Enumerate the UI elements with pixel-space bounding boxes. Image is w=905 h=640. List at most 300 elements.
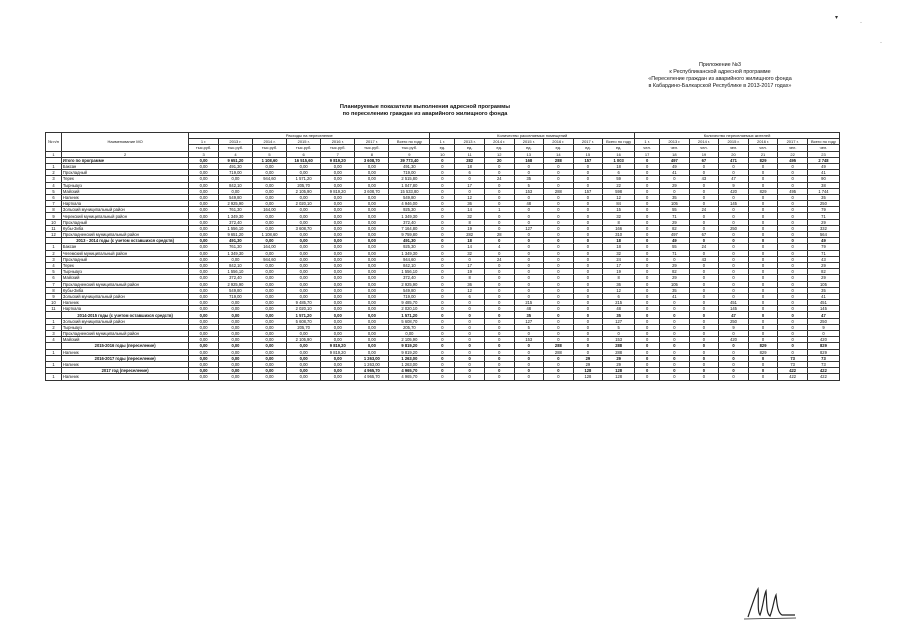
municipality-name: 2016-2017 годы (переселение) [61, 355, 188, 361]
table-cell: 0,00 [189, 176, 219, 182]
table-cell: 0 [544, 287, 574, 293]
table-cell: 0 [778, 256, 808, 262]
table-cell: 310 [603, 232, 635, 238]
table-cell: 0 [455, 318, 485, 324]
table-cell: 0 [748, 170, 778, 176]
table-cell: 0 [748, 256, 778, 262]
table-cell: 1 047,80 [389, 182, 430, 188]
table-cell: 0 [430, 306, 455, 312]
table-cell: 0,00 [252, 213, 286, 219]
table-cell: 0,00 [355, 306, 389, 312]
table-cell: 0 [484, 306, 514, 312]
table-cell: 48 [514, 306, 544, 312]
table-cell: 105 [660, 281, 690, 287]
header-unit: чел. [778, 145, 808, 151]
table-cell: 0,00 [252, 194, 286, 200]
table-cell: 41 [807, 293, 839, 299]
table-cell: 0 [748, 244, 778, 250]
table-cell: 0 [544, 300, 574, 306]
table-cell: 1 349,30 [389, 250, 430, 256]
table-cell: 250 [807, 318, 839, 324]
table-cell: 29 [660, 275, 690, 281]
table-cell: 0 [689, 262, 719, 268]
table-cell: 0 [603, 331, 635, 337]
municipality-name: Нальчик [61, 361, 188, 367]
table-cell: 1 108,60 [252, 157, 286, 163]
header-column-index: 14 [544, 151, 574, 157]
table-cell: 0,00 [321, 250, 355, 256]
header-column-index: 13 [514, 151, 544, 157]
table-cell: 0 [514, 207, 544, 213]
table-cell: 0 [689, 281, 719, 287]
table-cell: 944,60 [252, 176, 286, 182]
table-cell: 0,00 [252, 337, 286, 343]
table-cell: 0 [660, 343, 690, 349]
table-cell: 0 [484, 269, 514, 275]
table-cell: 0 [748, 225, 778, 231]
table-cell: 0 [635, 207, 660, 213]
table-cell: 422 [778, 374, 808, 380]
table-cell: 19 [603, 269, 635, 275]
header-year: 2016 г. [321, 139, 355, 145]
table-cell: 0 [430, 331, 455, 337]
table-cell: 29 [660, 182, 690, 188]
table-cell: 0,00 [287, 281, 321, 287]
table-cell: 0 [660, 318, 690, 324]
table-cell: 842,10 [218, 262, 252, 268]
table-cell: 0 [778, 176, 808, 182]
table-cell: 0,00 [321, 293, 355, 299]
table-cell: 0 [635, 170, 660, 176]
table-cell: 250 [807, 201, 839, 207]
table-cell: 0 [719, 331, 749, 337]
table-cell: 0,00 [218, 256, 252, 262]
table-cell: 0,00 [321, 355, 355, 361]
table-cell: 0 [484, 225, 514, 231]
table-cell: 0 [778, 262, 808, 268]
table-cell: 9 819,20 [389, 343, 430, 349]
table-cell: 0,00 [252, 219, 286, 225]
row-number: 6 [46, 194, 62, 200]
table-cell: 1 263,00 [389, 361, 430, 367]
table-cell: 0 [778, 337, 808, 343]
table-cell: 3 608,70 [355, 188, 389, 194]
table-cell: 0,00 [287, 207, 321, 213]
table-cell: 0 [484, 194, 514, 200]
table-cell: 0 [660, 349, 690, 355]
table-cell: 0,00 [189, 238, 219, 244]
table-cell: 925,30 [389, 207, 430, 213]
header-unit: тыс.руб. [252, 145, 286, 151]
table-cell: 0,00 [252, 374, 286, 380]
table-cell: 0 [748, 355, 778, 361]
table-cell: 0,00 [189, 232, 219, 238]
table-cell: 0 [635, 262, 660, 268]
header-column-index: 7 [321, 151, 355, 157]
table-cell: 1 108,60 [252, 232, 286, 238]
signature-icon [740, 585, 800, 625]
table-cell: 18 [603, 238, 635, 244]
table-cell: 0,00 [321, 337, 355, 343]
table-cell: 164,00 [252, 207, 286, 213]
header-unit: ед. [603, 145, 635, 151]
table-cell: 73 [778, 361, 808, 367]
table-cell: 2 748 [807, 157, 839, 163]
header-column-index: 5 [252, 151, 286, 157]
table-cell: 0 [719, 194, 749, 200]
table-cell: 0 [748, 337, 778, 343]
header-year: 2017 г. [573, 139, 603, 145]
table-cell: 0 [635, 312, 660, 318]
row-number: 1 [46, 244, 62, 250]
table-cell: 145 [807, 306, 839, 312]
header-year: 2013 г. [455, 139, 485, 145]
table-cell: 0 [573, 318, 603, 324]
table-cell: 0 [748, 232, 778, 238]
table-cell: 0,00 [252, 163, 286, 169]
table-cell: 0,00 [321, 232, 355, 238]
table-cell: 761,30 [218, 207, 252, 213]
table-cell: 0 [778, 275, 808, 281]
table-cell: 0,00 [355, 324, 389, 330]
row-number: 4 [46, 262, 62, 268]
table-cell: 215 [514, 300, 544, 306]
table-cell: 0,00 [321, 194, 355, 200]
municipality-name: Баксан [61, 244, 188, 250]
row-number: 3 [46, 331, 62, 337]
table-cell: 0 [689, 194, 719, 200]
table-cell: 0 [430, 170, 455, 176]
table-cell: 288 [544, 343, 574, 349]
table-cell: 0,00 [189, 343, 219, 349]
table-cell: 0 [573, 256, 603, 262]
table-cell: 288 [544, 157, 574, 163]
table-cell: 549,80 [389, 194, 430, 200]
table-cell: 15 533,80 [389, 188, 430, 194]
header-column-index: 10 [430, 151, 455, 157]
row-number: 9 [46, 293, 62, 299]
table-cell: 5 [514, 324, 544, 330]
table-cell: 0,00 [189, 293, 219, 299]
table-cell: 0,00 [189, 281, 219, 287]
table-cell: 0 [719, 269, 749, 275]
table-cell: 0 [778, 182, 808, 188]
table-cell: 0,00 [189, 318, 219, 324]
table-cell: 0 [484, 250, 514, 256]
table-cell: 2 105,90 [389, 337, 430, 343]
table-cell: 0 [689, 170, 719, 176]
table-cell: 0 [573, 287, 603, 293]
table-cell: 0,00 [189, 250, 219, 256]
table-cell: 0 [573, 194, 603, 200]
table-cell: 2 105,90 [287, 188, 321, 194]
table-cell: 0 [660, 331, 690, 337]
header-expenses: Расходы на переселение [189, 133, 430, 139]
table-cell: 0,00 [189, 306, 219, 312]
table-cell: 0 [573, 262, 603, 268]
table-cell: 829 [807, 343, 839, 349]
table-cell: 0,00 [189, 157, 219, 163]
table-cell: 0,00 [355, 232, 389, 238]
municipality-name: Тырныауз [61, 182, 188, 188]
table-cell: 0 [484, 337, 514, 343]
table-cell: 9 [719, 182, 749, 188]
municipality-name: Баксан [61, 163, 188, 169]
table-cell: 127 [514, 225, 544, 231]
municipality-name: Зольский муниципальный район [61, 207, 188, 213]
table-cell: 0,00 [321, 324, 355, 330]
table-cell: 372,40 [218, 275, 252, 281]
table-cell: 0 [544, 269, 574, 275]
table-cell: 0 [484, 287, 514, 293]
table-cell: 0,00 [189, 361, 219, 367]
table-header [46, 133, 840, 158]
table-cell: 0 [484, 188, 514, 194]
table-cell: 28 [484, 232, 514, 238]
table-cell: 0,00 [189, 331, 219, 337]
table-cell: 0 [573, 337, 603, 343]
header-column-index: 23 [807, 151, 839, 157]
table-cell: 0,00 [287, 194, 321, 200]
table-cell: 0,00 [355, 163, 389, 169]
header-unit: тыс.руб. [389, 145, 430, 151]
table-cell: 36 [455, 281, 485, 287]
table-cell: 0 [660, 361, 690, 367]
table-cell: 9 759,80 [389, 232, 430, 238]
table-cell: 0,00 [287, 262, 321, 268]
table-cell: 495 [778, 188, 808, 194]
table-cell: 0,00 [252, 324, 286, 330]
table-cell: 0,00 [355, 213, 389, 219]
table-cell: 0,00 [189, 269, 219, 275]
table-cell: 0 [430, 368, 455, 374]
appendix-line: Приложение №3 [699, 62, 741, 68]
table-cell: 0 [778, 343, 808, 349]
table-cell: 0,00 [321, 318, 355, 324]
row-number: 1 [46, 374, 62, 380]
row-number: 3 [46, 176, 62, 182]
header-unit: ед. [430, 145, 455, 151]
table-cell: 5 [603, 324, 635, 330]
table-cell: 0,00 [218, 355, 252, 361]
header-persons: Количество переселяемых жителей [635, 133, 840, 139]
header-year: 2014 г. [689, 139, 719, 145]
header-column-index: 20 [719, 151, 749, 157]
municipality-name: Майский [61, 188, 188, 194]
table-cell: 0,00 [252, 287, 286, 293]
table-cell: 0 [430, 312, 455, 318]
table-cell: 0,00 [252, 201, 286, 207]
table-cell: 0 [660, 300, 690, 306]
table-cell: 48 [514, 201, 544, 207]
table-cell: 0 [430, 361, 455, 367]
table-cell: 0 [689, 213, 719, 219]
row-number: 11 [46, 225, 62, 231]
row-number: 8 [46, 287, 62, 293]
table-cell: 1 556,10 [389, 269, 430, 275]
table-cell: 0,00 [321, 331, 355, 337]
table-cell: 0 [573, 201, 603, 207]
row-number: 2 [46, 250, 62, 256]
table-cell: 0 [635, 331, 660, 337]
table-cell: 0 [573, 275, 603, 281]
table-cell: 35 [514, 312, 544, 318]
table-cell: 0 [778, 324, 808, 330]
table-cell: 944,60 [252, 256, 286, 262]
table-cell: 0,00 [321, 361, 355, 367]
table-cell: 0 [778, 225, 808, 231]
scan-mark: · [880, 40, 882, 46]
table-cell: 29 [807, 219, 839, 225]
header-unit: ед. [455, 145, 485, 151]
table-cell: 0 [689, 349, 719, 355]
table-cell: 0 [484, 293, 514, 299]
table-cell: 0,00 [355, 244, 389, 250]
table-cell: 0 [778, 238, 808, 244]
table-cell: 0,00 [218, 337, 252, 343]
table-cell: 0 [748, 262, 778, 268]
table-cell: 1 571,20 [287, 312, 321, 318]
table-cell: 0 [544, 361, 574, 367]
table-cell: 0,00 [189, 163, 219, 169]
table-cell: 0,00 [252, 300, 286, 306]
table-cell: 0 [748, 194, 778, 200]
table-cell: 35 [807, 287, 839, 293]
table-cell: 29 [603, 361, 635, 367]
municipality-name: Кубы-Зиба [61, 225, 188, 231]
table-cell: 0 [544, 201, 574, 207]
table-cell: 0,00 [252, 188, 286, 194]
table-cell: 0 [455, 374, 485, 380]
table-cell: 18 [603, 163, 635, 169]
table-cell: 0 [544, 219, 574, 225]
table-cell: 0 [778, 250, 808, 256]
table-cell: 0 [484, 262, 514, 268]
table-cell: 0 [514, 281, 544, 287]
header-column-index: 6 [287, 151, 321, 157]
header-column-index: 8 [355, 151, 389, 157]
table-cell: 0,00 [321, 225, 355, 231]
table-cell: 4 965,70 [355, 374, 389, 380]
table-cell: 8 [603, 219, 635, 225]
table-cell: 0,00 [189, 170, 219, 176]
table-cell: 0 [748, 368, 778, 374]
table-cell: 0 [635, 281, 660, 287]
municipality-name: Терек [61, 262, 188, 268]
header-column-index: 3 [189, 151, 219, 157]
table-cell: 0 [430, 232, 455, 238]
table-cell: 32 [455, 213, 485, 219]
table-cell: 35 [660, 287, 690, 293]
table-cell: 0 [635, 176, 660, 182]
table-cell: 0 [719, 343, 749, 349]
table-cell: 3 608,70 [355, 157, 389, 163]
table-cell: 0 [719, 374, 749, 380]
table-cell: 79 [807, 207, 839, 213]
table-cell: 29 [573, 355, 603, 361]
table-cell: 0 [544, 244, 574, 250]
table-cell: 0,00 [287, 256, 321, 262]
table-cell: 0 [573, 213, 603, 219]
header-column-index: 21 [748, 151, 778, 157]
row-number: 7 [46, 281, 62, 287]
header-year: 1 г. [189, 139, 219, 145]
table-cell: 0,00 [287, 213, 321, 219]
header-year: Всего по году [807, 139, 839, 145]
municipality-name: Прохладный [61, 219, 188, 225]
title-line: Планируемые показатели выполнения адресной программы [339, 104, 511, 110]
table-cell: 35 [514, 176, 544, 182]
table-cell: 0 [689, 225, 719, 231]
table-cell: 36 [603, 281, 635, 287]
header-year: 1 г. [635, 139, 660, 145]
header-year: 2017 г. [355, 139, 389, 145]
table-cell: 0,00 [218, 188, 252, 194]
table-cell: 32 [603, 250, 635, 256]
table-cell: 0 [719, 170, 749, 176]
table-cell: 0 [689, 238, 719, 244]
table-cell: 0 [689, 331, 719, 337]
table-cell: 0 [748, 324, 778, 330]
table-cell: 38 [807, 182, 839, 188]
table-cell: 168 [514, 157, 544, 163]
row-number: 1 [46, 361, 62, 367]
table-cell: 0 [544, 293, 574, 299]
header-year: Всего по году [603, 139, 635, 145]
table-cell: 0 [514, 244, 544, 250]
table-cell: 0 [514, 194, 544, 200]
table-cell: 0 [573, 293, 603, 299]
table-cell: 0 [430, 355, 455, 361]
table-cell: 0,00 [287, 244, 321, 250]
table-cell: 8 [603, 275, 635, 281]
row-number: 10 [46, 300, 62, 306]
table-cell: 0 [484, 361, 514, 367]
table-cell: 0,00 [189, 374, 219, 380]
table-cell: 0 [430, 374, 455, 380]
header-column-index: 19 [689, 151, 719, 157]
table-cell: 47 [719, 312, 749, 318]
table-cell: 22 [603, 182, 635, 188]
table-cell: 0 [455, 324, 485, 330]
row-number: 5 [46, 188, 62, 194]
table-cell: 0 [778, 331, 808, 337]
row-number: 3 [46, 256, 62, 262]
table-cell: 0 [689, 374, 719, 380]
table-cell: 67 [689, 232, 719, 238]
table-cell: 0 [484, 312, 514, 318]
table-cell: 0 [484, 219, 514, 225]
table-cell: 0 [689, 306, 719, 312]
table-cell: 0 [635, 349, 660, 355]
table-cell: 0,00 [189, 207, 219, 213]
table-cell: 0 [484, 318, 514, 324]
table-cell: 29 [573, 361, 603, 367]
table-cell: 0,00 [252, 331, 286, 337]
table-cell: 0 [689, 312, 719, 318]
table-cell: 0 [514, 361, 544, 367]
table-cell: 0,00 [355, 170, 389, 176]
table-cell: 0 [430, 163, 455, 169]
table-cell: 0,00 [189, 256, 219, 262]
table-cell: 0 [573, 343, 603, 349]
municipality-name: Прохладный [61, 170, 188, 176]
header-unit: ед. [573, 145, 603, 151]
table-cell: 0 [573, 182, 603, 188]
table-cell: 451 [719, 300, 749, 306]
table-cell: 0 [430, 238, 455, 244]
table-cell: 0 [430, 300, 455, 306]
